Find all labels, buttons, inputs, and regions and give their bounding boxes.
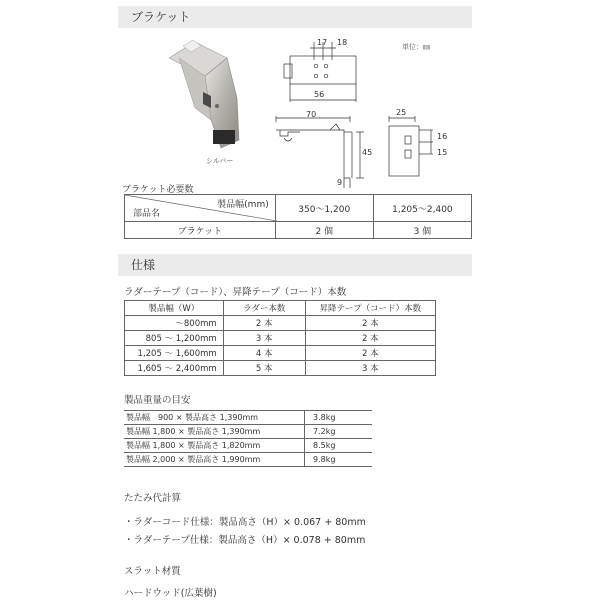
table-cell: 2 本	[305, 331, 435, 346]
header-part-name: 部品名	[133, 209, 161, 219]
dim-56: 56	[314, 90, 325, 99]
table-cell: 1,205 ～ 1,600mm	[125, 346, 224, 361]
bracket-photo	[165, 36, 245, 156]
table-header-cell: 350～1,200	[275, 195, 373, 222]
table-row	[124, 453, 372, 467]
table-cell: 3 本	[223, 331, 305, 346]
dim-16: 16	[437, 132, 448, 141]
table-cell: 2 本	[305, 316, 435, 331]
table-row	[125, 361, 436, 376]
dim-70: 70	[306, 110, 317, 119]
table-cell: 製品幅 1,800 × 製品高さ 1,820mm	[124, 439, 305, 453]
fold-line-tape: ・ラダーテープ仕様：製品高さ（H）× 0.078 + 80mm	[124, 535, 366, 546]
table-row	[124, 425, 372, 439]
fold-line-cord: ・ラダーコード仕様：製品高さ（H）× 0.067 + 80mm	[124, 517, 366, 528]
table-row	[125, 346, 436, 361]
table-cell: 2 個	[275, 222, 373, 239]
table-cell: 2 本	[305, 346, 435, 361]
table-cell: 製品幅 2,000 × 製品高さ 1,990mm	[124, 453, 305, 467]
table-cell: 3 個	[373, 222, 471, 239]
slat-title: スラット材質	[124, 566, 181, 577]
spec-section-header	[118, 254, 472, 276]
table-row	[125, 316, 436, 331]
bracket-required-title: ブラケット必要数	[122, 185, 194, 195]
table-cell: 5 本	[223, 361, 305, 376]
dim-45: 45	[362, 148, 373, 157]
table-cell: 4 本	[223, 346, 305, 361]
spec-section-title: 仕様	[131, 258, 156, 272]
table-header-corner	[125, 195, 276, 222]
dim-18: 18	[337, 38, 348, 47]
table-cell: 9.8kg	[305, 453, 373, 467]
table-row	[125, 195, 472, 222]
bracket-section-header	[118, 6, 472, 28]
bracket-count-table	[124, 194, 472, 239]
table-cell: ブラケット	[125, 222, 276, 239]
table-cell: 8.5kg	[305, 439, 373, 453]
dim-25: 25	[396, 108, 407, 117]
table-row	[125, 301, 436, 316]
table-row	[124, 439, 372, 453]
table-row	[125, 222, 472, 239]
table-cell: 7.2kg	[305, 425, 373, 439]
table-cell: 製品幅 900 × 製品高さ 1,390mm	[124, 411, 305, 425]
table-cell: 2 本	[223, 316, 305, 331]
table-header-cell: ラダー本数	[223, 301, 305, 316]
table-row	[124, 411, 372, 425]
slat-value: ハードウッド(広葉樹)	[124, 588, 217, 599]
fold-title: たたみ代計算	[124, 493, 182, 504]
bracket-section-title: ブラケット	[131, 10, 191, 24]
table-header-cell: 製品幅（W）	[125, 301, 224, 316]
ladder-count-table	[124, 300, 436, 376]
table-cell: 1,605 ～ 2,400mm	[125, 361, 224, 376]
dim-9: 9	[337, 178, 343, 187]
weight-table	[124, 410, 372, 467]
table-cell: ～800mm	[125, 316, 224, 331]
header-product-width: 製品幅(mm)	[217, 200, 269, 210]
table-cell: 製品幅 1,800 × 製品高さ 1,390mm	[124, 425, 305, 439]
dim-15: 15	[437, 148, 448, 157]
weight-title: 製品重量の目安	[124, 395, 191, 406]
ladder-title: ラダーテープ（コード）、昇降テープ（コード）本数	[124, 287, 347, 298]
table-row	[125, 331, 436, 346]
table-header-cell: 1,205～2,400	[373, 195, 471, 222]
table-cell: 3.8kg	[305, 411, 373, 425]
dim-17: 17	[317, 38, 328, 47]
color-caption: シルバー	[206, 157, 234, 165]
table-cell: 3 本	[305, 361, 435, 376]
unit-label: 単位：㎜	[402, 43, 430, 51]
table-cell: 805 ～ 1,200mm	[125, 331, 224, 346]
table-header-cell: 昇降テープ（コード）本数	[305, 301, 435, 316]
